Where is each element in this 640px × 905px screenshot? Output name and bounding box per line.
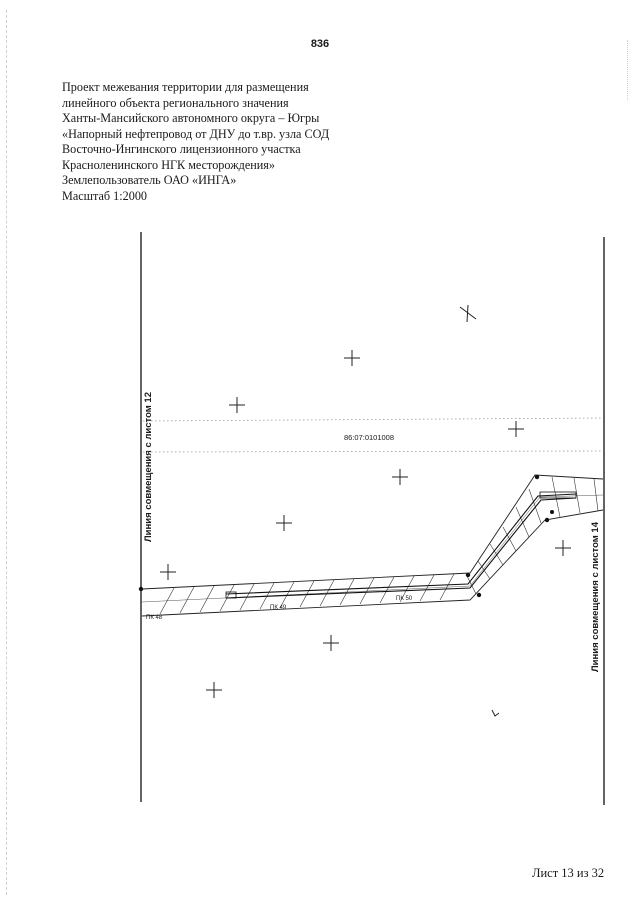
grid-cross — [160, 564, 176, 580]
grid-cross — [460, 305, 476, 322]
picket-label: ПК 50 — [396, 596, 413, 602]
boundary-point — [466, 573, 470, 577]
grid-cross — [344, 350, 360, 366]
grid-cross — [206, 682, 222, 698]
picket-label: ПК 48 — [146, 615, 163, 621]
sheet-number: Лист 13 из 32 — [532, 866, 605, 880]
grid-cross — [508, 421, 524, 437]
page-number: 836 — [310, 38, 330, 50]
right-of-way-strip — [142, 475, 603, 616]
land-user: Землепользователь ОАО «ИНГА» — [62, 173, 237, 187]
stray-mark — [492, 710, 499, 716]
boundary-point — [545, 518, 549, 522]
grid-cross — [323, 635, 339, 651]
picket-label: ПК 49 — [270, 605, 287, 611]
map-scale: Масштаб 1:2000 — [62, 188, 148, 203]
header-line: Ханты-Мансийского автономного округа – Югры — [62, 111, 320, 125]
header-line: Проект межевания территории для размещения — [62, 80, 309, 94]
grid-cross — [229, 397, 245, 413]
match-line-right-label: Линия совмещения с листом 14 — [590, 522, 601, 672]
match-line-left-label: Линия совмещения с листом 12 — [143, 392, 154, 542]
boundary-point — [477, 593, 481, 597]
header-line: Восточно-Ингинского лицензионного участка — [62, 142, 301, 156]
boundary-point — [550, 510, 554, 514]
header-line: линейного объекта регионального значения — [62, 95, 289, 110]
boundary-point — [139, 587, 143, 591]
grid-cross — [276, 515, 292, 531]
grid-crosses — [160, 305, 571, 698]
grid-cross — [392, 469, 408, 485]
grid-cross — [555, 540, 571, 556]
cadastral-quarter-number: 86:07:0101008 — [343, 433, 395, 442]
header-line: Красноленинского НГК месторождения» — [62, 157, 275, 172]
header-line: «Напорный нефтепровод от ДНУ до т.вр. узла СОД — [62, 126, 330, 141]
boundary-point — [535, 475, 539, 479]
